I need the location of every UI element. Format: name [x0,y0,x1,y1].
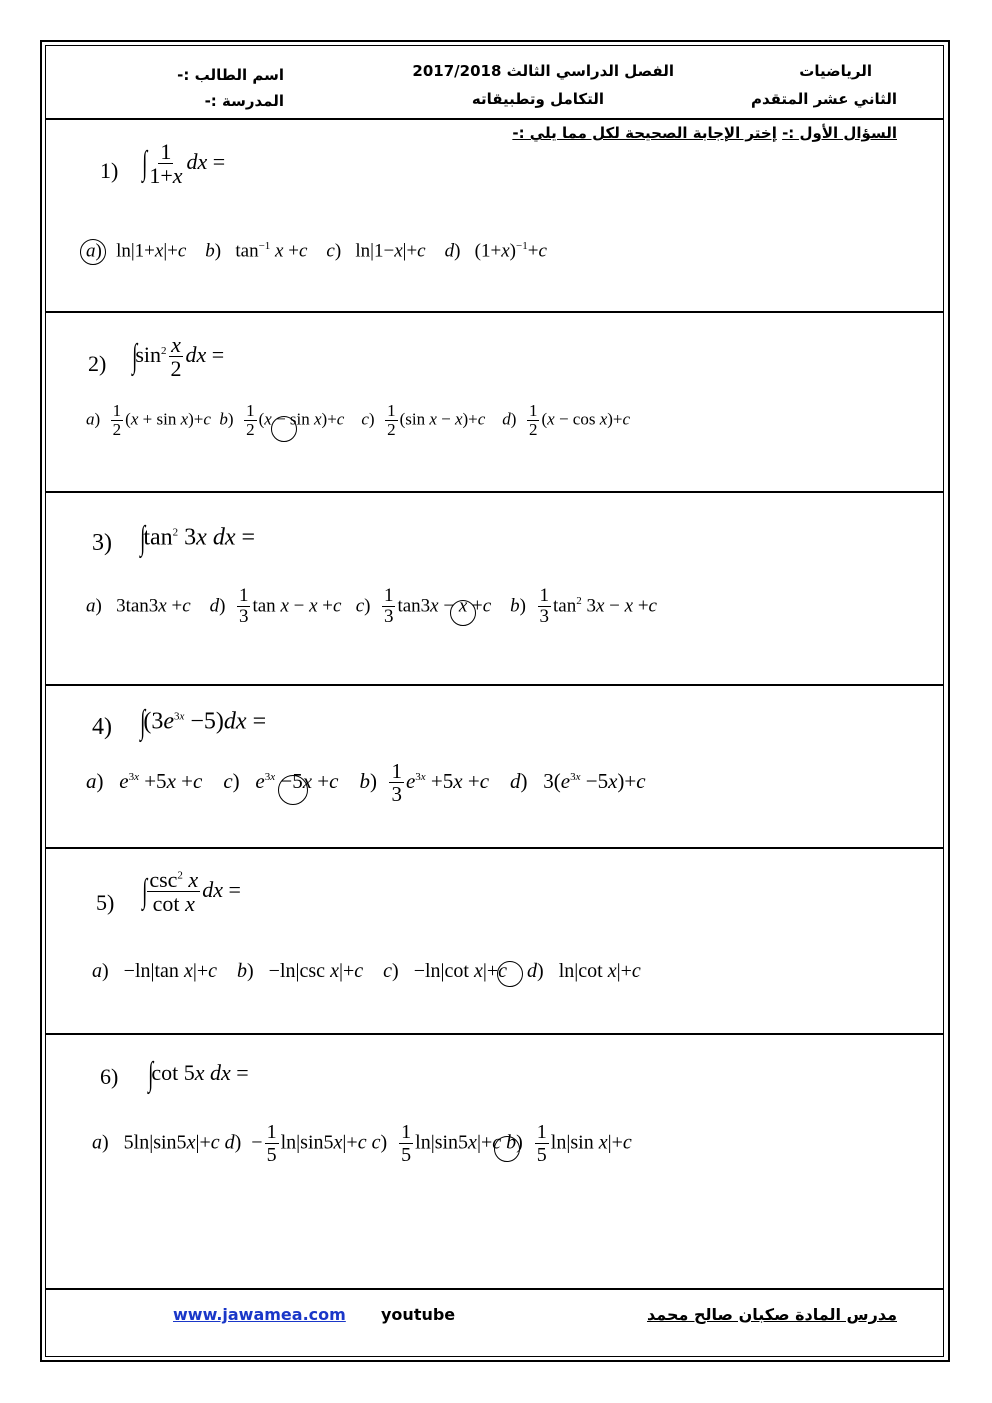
instruction-text: إختر الإجابة الصحيحة لكل مما يلي :- [512,124,777,142]
question-6-options: a) 5ln|sin5x|+c d) − $\frac{1}{5}$ ln|sin5x|+c c) $\frac{1}{5}$ ln|sin5x|+c b) $\frac{1}{5}$ ln|sin x|+c [92,1121,632,1166]
youtube-label: youtube [381,1305,456,1324]
question-5-options: a) −ln|tan x|+c b) −ln|csc x|+c c) −ln|cot x|+c d) ln|cot x|+c [92,960,641,982]
question-2-number: 2) [88,351,107,376]
question-3-answer-circle [450,600,476,626]
instruction [512,124,897,142]
question-5-expression: ∫ $\frac{\csc^2 x}{\text{cot x}}$ dx = [142,867,241,917]
divider-6 [46,1288,944,1290]
divider-4 [46,847,944,849]
website-link[interactable]: www.jawamea.com [173,1305,346,1324]
subject: الرياضيات [799,62,872,80]
school-label: المدرسة :- [204,92,284,110]
topic: التكامل وتطبيقاته [471,90,604,108]
instruction-label: السؤال الأول :- [782,124,897,142]
question-6-expression: ∫cot 5x dx = [148,1056,249,1093]
question-6-answer-circle [494,1136,520,1162]
term [412,62,674,80]
question-2-options: a) $\frac{1}{2}$ (x + sin x)+c b) $\frac{1}{2}$ (x − sin x)+c c) $\frac{1}{2}$ (sin x − x)+c d) $\frac{1}{2}$ (x − cos x)+c [86,401,631,439]
question-4-answer-circle [278,775,308,805]
question-4-number: 4) [92,714,112,740]
grade: الثاني عشر المتقدم [750,90,897,108]
question-1-number: 1) [100,158,119,183]
question-1-answer-circle [80,239,106,265]
question-5-answer-circle [497,961,523,987]
question-3-number: 3) [92,530,112,556]
year: 2017/2018 [412,62,502,80]
question-5-number: 5) [96,890,115,915]
divider-3 [46,684,944,686]
question-1-options: a) ln|1+x|+c b) $\tan^{-1} x +c$ c) ln|1−x|+c d) $(1+x)^{-1}+c$ [86,240,547,262]
header-divider [46,118,944,120]
term-label: الفصل الدراسي الثالث [506,62,674,80]
question-3-options: a) 3tan3x +c d) $\frac{1}{3}$ tan x − x +c c) $\frac{1}{3}$ tan3x − x +c b) $\frac{1}{3}$ $\tan^2 3x - x +c$ [86,585,657,627]
question-4-options: a) $e^{3x} +5x +c$ c) $e^{3x} -5x +c$ b) $\frac{1}{3}$ $e^{3x} +5x +c$ d) $3(e^{3x} -5x)+c$ [86,759,646,807]
student-name-label: اسم الطالب :- [177,66,284,84]
question-3-expression: $\int\tan^2$ 3x dx = [140,520,256,557]
question-2-expression: $\int\sin^2$ $\frac{x}{2}$ dx = [132,332,225,382]
teacher-name: مدرس المادة صكبان صالح محمد [647,1305,897,1324]
question-2-answer-circle [271,416,297,442]
question-4-expression: $\int(3e^{3x} -5)dx$ = [140,704,267,741]
divider-5 [46,1033,944,1035]
divider-1 [46,311,944,313]
question-6-number: 6) [100,1064,119,1089]
question-1-expression: ∫ $\frac{1}{1+x}$ dx = [142,139,226,189]
divider-2 [46,491,944,493]
